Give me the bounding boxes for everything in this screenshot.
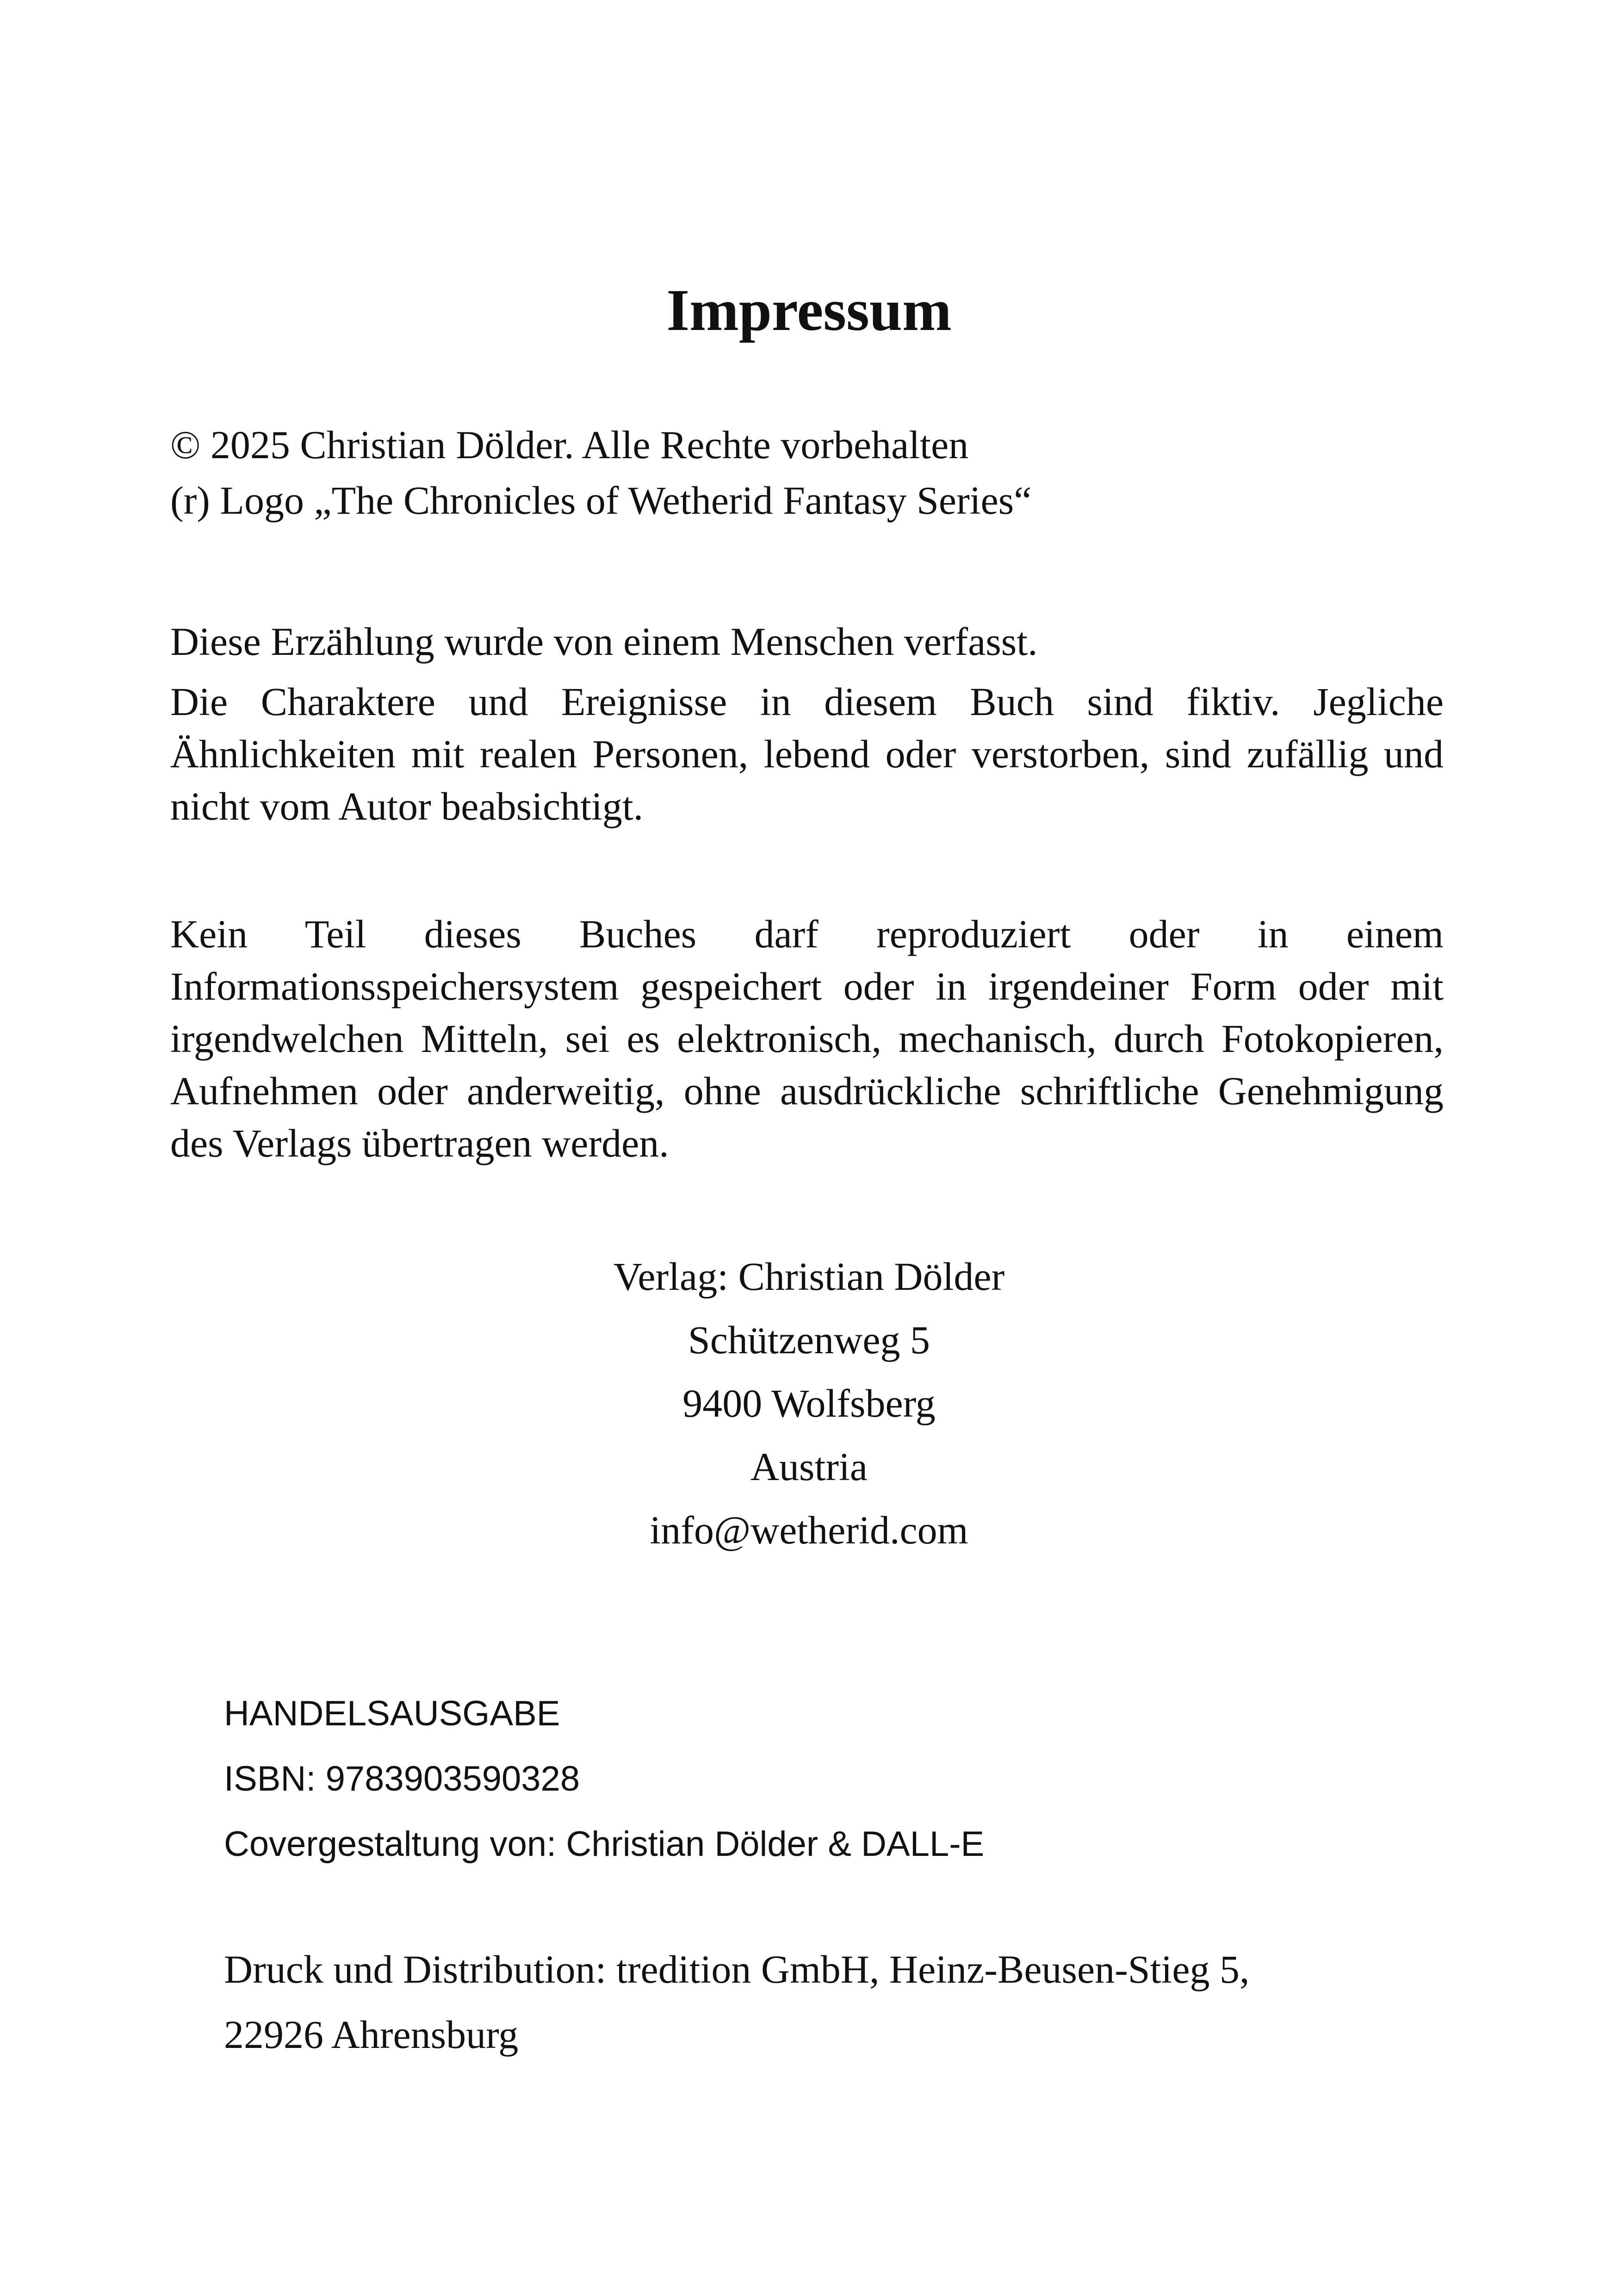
print-line-2: 22926 Ahrensburg	[224, 2012, 519, 2057]
print-line-1: Druck und Distribution: tredition GmbH, Heinz-Beusen-Stieg 5,	[224, 1947, 1250, 1991]
human-authorship-note	[170, 616, 1444, 668]
publisher-address	[0, 1245, 1618, 1562]
fiction-disclaimer: Die Charaktere und Ereignisse in diesem Buch sind fiktiv. Jegliche Ähnlichkeiten mit realen Personen, lebend oder verstorben, sind zufällig und nicht vom Autor beabsichtigt.	[170, 679, 1444, 828]
publisher-country: Austria	[750, 1444, 868, 1489]
human-authorship-text: Diese Erzählung wurde von einem Menschen verfasst.	[170, 619, 1038, 664]
publisher-city: 9400 Wolfsberg	[682, 1381, 936, 1425]
copyright-line: © 2025 Christian Dölder. Alle Rechte vorbehalten	[170, 423, 969, 467]
logo-trademark-line: (r) Logo „The Chronicles of Wetherid Fantasy Series“	[170, 478, 1032, 523]
publisher-name: Verlag: Christian Dölder	[613, 1254, 1005, 1299]
cover-credit: Covergestaltung von: Christian Dölder & DALL-E	[224, 1824, 985, 1864]
edition-info	[224, 1681, 984, 1877]
print-distribution	[224, 1937, 1250, 2067]
edition-type: HANDELSAUSGABE	[224, 1694, 560, 1733]
publisher-email: info@wetherid.com	[650, 1508, 968, 1552]
rights-notice: Kein Teil dieses Buches darf reproduziert oder in einem Informationsspeichersystem gespeichert oder in irgendeiner Form oder mit irgendwelchen Mitteln, sei es elektronisch, mechanisch, durch Fotokopieren, Aufnehmen oder anderweitig, ohne ausdrückliche schriftliche Genehmigung des Verlags übertragen werden.	[170, 912, 1444, 1165]
isbn: ISBN: 9783903590328	[224, 1759, 580, 1798]
copyright-section	[170, 418, 1444, 529]
publisher-street: Schützenweg 5	[688, 1318, 930, 1362]
page-title: Impressum	[666, 277, 952, 343]
